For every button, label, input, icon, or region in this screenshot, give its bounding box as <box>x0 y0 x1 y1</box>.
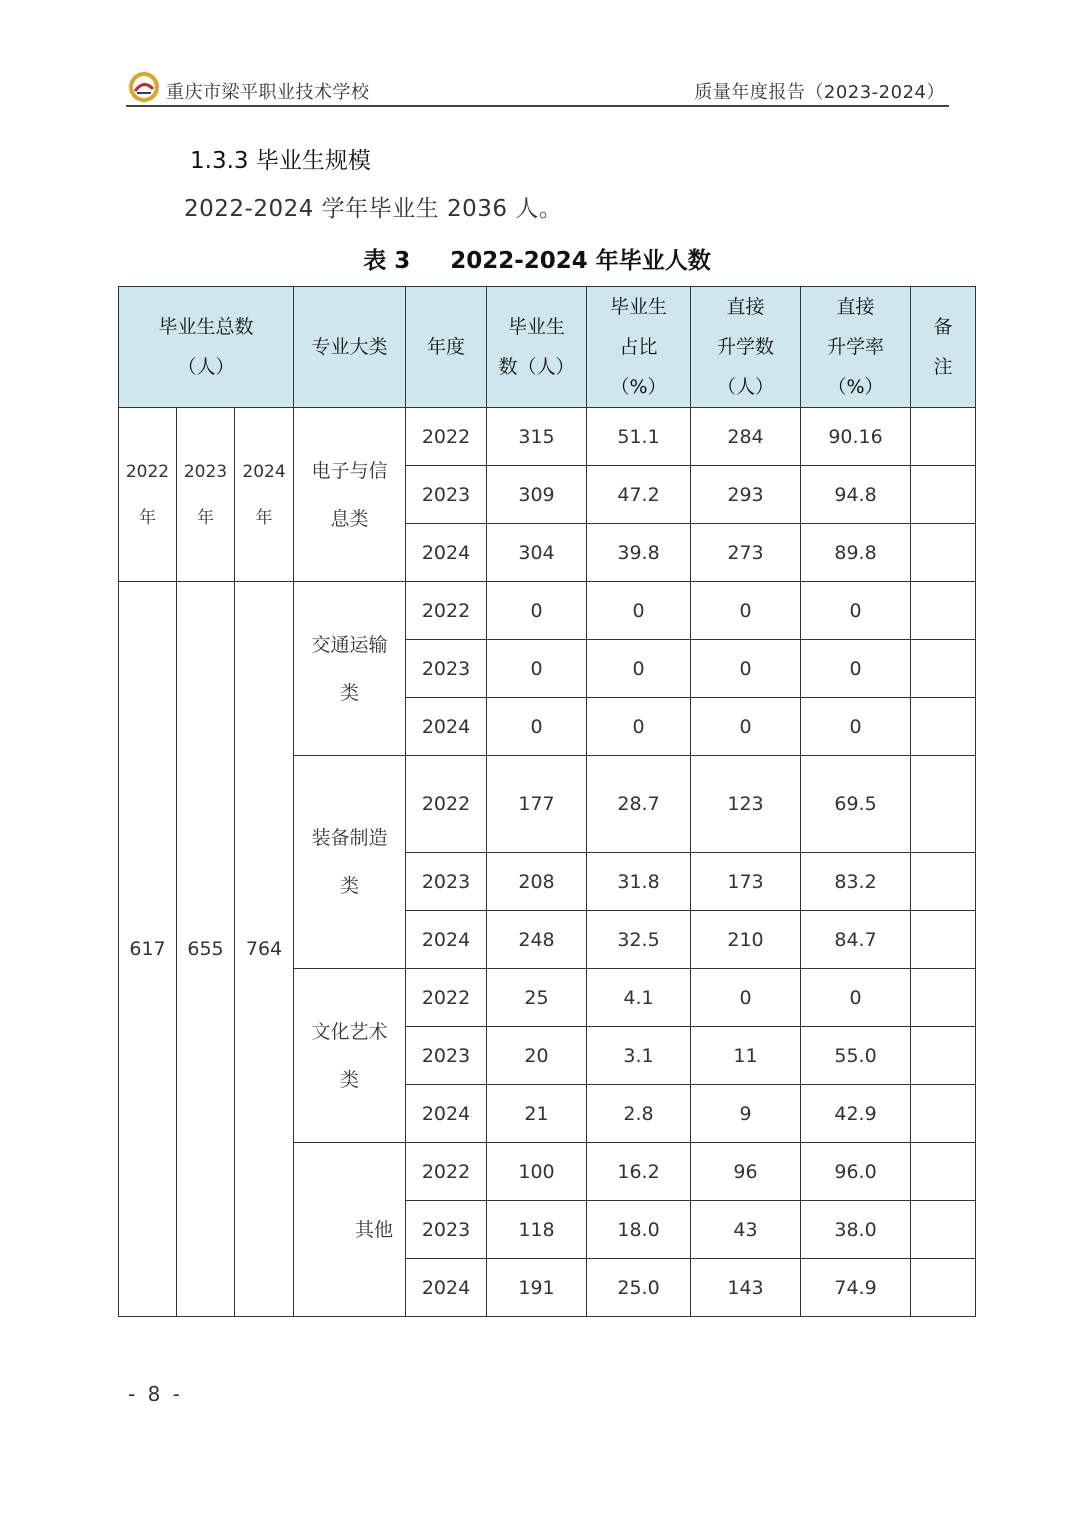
cell-remark <box>911 640 976 698</box>
category-name: 其他 <box>294 1143 406 1317</box>
cell-ratio: 31.8 <box>587 853 691 911</box>
table-row <box>119 408 976 466</box>
cell-graduates: 20 <box>487 1027 587 1085</box>
cell-rate: 0 <box>801 640 911 698</box>
cell-further: 11 <box>691 1027 801 1085</box>
cell-further: 9 <box>691 1085 801 1143</box>
page-number: - 8 - <box>128 1382 183 1406</box>
cell-graduates: 0 <box>487 698 587 756</box>
cell-rate: 89.8 <box>801 524 911 582</box>
cell-rate: 90.16 <box>801 408 911 466</box>
cell-further: 143 <box>691 1259 801 1317</box>
total-2024: 764 <box>235 582 294 1317</box>
cell-year: 2024 <box>406 1259 487 1317</box>
cell-remark <box>911 1027 976 1085</box>
table-row <box>119 582 976 640</box>
cell-further: 273 <box>691 524 801 582</box>
cell-further: 43 <box>691 1201 801 1259</box>
cell-graduates: 304 <box>487 524 587 582</box>
table-caption-label: 表 3 <box>363 248 411 274</box>
category-name: 文化艺术 类 <box>294 969 406 1143</box>
header-year: 年度 <box>406 287 487 408</box>
cell-further: 293 <box>691 466 801 524</box>
cell-rate: 38.0 <box>801 1201 911 1259</box>
cell-remark <box>911 1259 976 1317</box>
header-ratio: 毕业生 占比 （%） <box>587 287 691 408</box>
cell-remark <box>911 582 976 640</box>
cell-year: 2023 <box>406 466 487 524</box>
header-graduates: 毕业生 数（人） <box>487 287 587 408</box>
cell-year: 2023 <box>406 853 487 911</box>
cell-graduates: 248 <box>487 911 587 969</box>
report-title: 质量年度报告（2023-2024） <box>694 82 945 103</box>
cell-graduates: 208 <box>487 853 587 911</box>
cell-graduates: 21 <box>487 1085 587 1143</box>
cell-year: 2022 <box>406 756 487 853</box>
cell-year: 2022 <box>406 969 487 1027</box>
cell-rate: 55.0 <box>801 1027 911 1085</box>
cell-remark <box>911 756 976 853</box>
cell-year: 2024 <box>406 524 487 582</box>
cell-remark <box>911 524 976 582</box>
cell-year: 2023 <box>406 1201 487 1259</box>
cell-ratio: 0 <box>587 640 691 698</box>
cell-rate: 83.2 <box>801 853 911 911</box>
cell-rate: 69.5 <box>801 756 911 853</box>
cell-further: 0 <box>691 969 801 1027</box>
page-header <box>126 70 949 108</box>
cell-remark <box>911 466 976 524</box>
cell-graduates: 0 <box>487 582 587 640</box>
header-category: 专业大类 <box>294 287 406 408</box>
cell-graduates: 309 <box>487 466 587 524</box>
cell-ratio: 16.2 <box>587 1143 691 1201</box>
graduates-table <box>118 286 976 1317</box>
year-label-2022: 2022 年 <box>119 408 177 582</box>
cell-ratio: 2.8 <box>587 1085 691 1143</box>
cell-ratio: 18.0 <box>587 1201 691 1259</box>
cell-year: 2023 <box>406 1027 487 1085</box>
cell-year: 2023 <box>406 640 487 698</box>
cell-further: 0 <box>691 698 801 756</box>
cell-remark <box>911 408 976 466</box>
cell-rate: 0 <box>801 698 911 756</box>
cell-ratio: 0 <box>587 698 691 756</box>
cell-graduates: 315 <box>487 408 587 466</box>
cell-further: 210 <box>691 911 801 969</box>
year-label-2024: 2024 年 <box>235 408 294 582</box>
cell-year: 2024 <box>406 698 487 756</box>
cell-remark <box>911 698 976 756</box>
header-total: 毕业生总数 （人） <box>119 287 294 408</box>
cell-ratio: 39.8 <box>587 524 691 582</box>
cell-rate: 0 <box>801 582 911 640</box>
category-name: 装备制造 类 <box>294 756 406 969</box>
cell-remark <box>911 853 976 911</box>
header-rule <box>126 105 949 107</box>
school-logo-icon <box>128 71 160 103</box>
cell-ratio: 47.2 <box>587 466 691 524</box>
cell-graduates: 191 <box>487 1259 587 1317</box>
header-remark: 备 注 <box>911 287 976 408</box>
cell-rate: 0 <box>801 969 911 1027</box>
cell-remark <box>911 1143 976 1201</box>
cell-remark <box>911 911 976 969</box>
cell-rate: 74.9 <box>801 1259 911 1317</box>
cell-ratio: 28.7 <box>587 756 691 853</box>
cell-remark <box>911 1201 976 1259</box>
cell-further: 0 <box>691 640 801 698</box>
section-title: 1.3.3 毕业生规模 <box>190 148 371 174</box>
cell-graduates: 118 <box>487 1201 587 1259</box>
cell-graduates: 25 <box>487 969 587 1027</box>
table-caption-title: 2022-2024 年毕业人数 <box>450 248 711 274</box>
total-2023: 655 <box>177 582 235 1317</box>
cell-ratio: 4.1 <box>587 969 691 1027</box>
cell-further: 96 <box>691 1143 801 1201</box>
year-label-2023: 2023 年 <box>177 408 235 582</box>
cell-ratio: 0 <box>587 582 691 640</box>
table-header-row <box>119 287 976 408</box>
cell-graduates: 177 <box>487 756 587 853</box>
section-paragraph: 2022-2024 学年毕业生 2036 人。 <box>184 196 563 222</box>
header-further-count: 直接 升学数 （人） <box>691 287 801 408</box>
total-2022: 617 <box>119 582 177 1317</box>
cell-year: 2024 <box>406 911 487 969</box>
cell-rate: 94.8 <box>801 466 911 524</box>
cell-year: 2022 <box>406 582 487 640</box>
cell-ratio: 3.1 <box>587 1027 691 1085</box>
school-name: 重庆市梁平职业技术学校 <box>166 82 370 103</box>
table-caption <box>0 242 1074 275</box>
cell-ratio: 51.1 <box>587 408 691 466</box>
cell-further: 123 <box>691 756 801 853</box>
cell-remark <box>911 969 976 1027</box>
cell-year: 2024 <box>406 1085 487 1143</box>
cell-rate: 42.9 <box>801 1085 911 1143</box>
cell-graduates: 100 <box>487 1143 587 1201</box>
cell-graduates: 0 <box>487 640 587 698</box>
cell-rate: 96.0 <box>801 1143 911 1201</box>
cell-year: 2022 <box>406 408 487 466</box>
cell-year: 2022 <box>406 1143 487 1201</box>
cell-rate: 84.7 <box>801 911 911 969</box>
cell-further: 284 <box>691 408 801 466</box>
header-further-rate: 直接 升学率 （%） <box>801 287 911 408</box>
cell-further: 173 <box>691 853 801 911</box>
category-name: 交通运输 类 <box>294 582 406 756</box>
category-name: 电子与信 息类 <box>294 408 406 582</box>
cell-further: 0 <box>691 582 801 640</box>
cell-ratio: 32.5 <box>587 911 691 969</box>
cell-ratio: 25.0 <box>587 1259 691 1317</box>
cell-remark <box>911 1085 976 1143</box>
